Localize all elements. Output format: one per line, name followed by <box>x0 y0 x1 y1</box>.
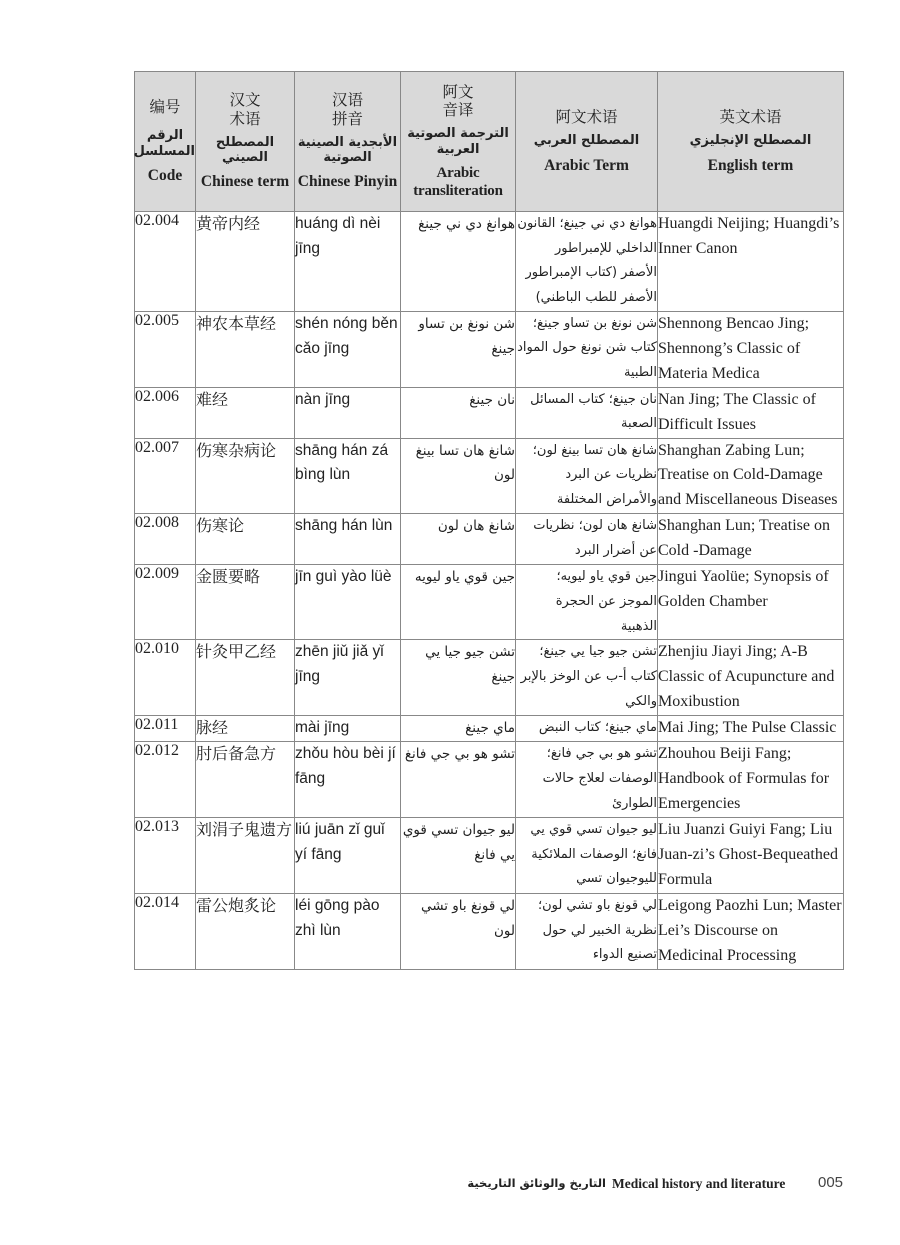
cell-chinese-term: 肘后备急方 <box>196 742 295 818</box>
cell-code: 02.005 <box>135 311 196 387</box>
cell-arabic-transliteration: شن نونغ بن تساو جينغ <box>401 311 516 387</box>
table-row <box>135 742 844 818</box>
cell-arabic-transliteration: ليو جيوان تسي قوي يي فانغ <box>401 818 516 894</box>
cell-arabic-term: تشن جيو جيا يي جينغ؛ كتاب أ-ب عن الوخز بالإبر والكي <box>516 640 658 716</box>
header-chinese-pinyin-zh1: 汉语 <box>331 91 363 110</box>
cell-english-term: Liu Juanzi Guiyi Fang; Liu Juan-zi’s Ghost-Bequeathed Formula <box>658 818 844 894</box>
cell-arabic-term: لي قونغ باو تشي لون؛ نظرية الخبير لي حول تصنيع الدواء <box>516 893 658 969</box>
cell-pinyin: shén nóng běn cǎo jīng <box>295 311 401 387</box>
cell-english-term: Shennong Bencao Jing; Shennong’s Classic of Materia Medica <box>658 311 844 387</box>
header-arabic-transliteration <box>401 72 516 212</box>
cell-pinyin: léi gōng pào zhì lùn <box>295 893 401 969</box>
header-chinese-term-ar: المصطلح الصيني <box>215 134 275 166</box>
cell-english-term: Jingui Yaolüe; Synopsis of Golden Chamber <box>658 565 844 640</box>
cell-english-term: Mai Jing; The Pulse Classic <box>658 716 844 742</box>
cell-chinese-term: 刘涓子鬼遗方 <box>196 818 295 894</box>
table-row <box>135 438 844 514</box>
cell-chinese-term: 脉经 <box>196 716 295 742</box>
table-header-row <box>135 72 844 212</box>
table-row <box>135 514 844 565</box>
cell-arabic-term: تشو هو بي جي فانغ؛ الوصفات لعلاج حالات الطوارئ <box>516 742 658 818</box>
cell-code: 02.007 <box>135 438 196 514</box>
cell-code: 02.009 <box>135 565 196 640</box>
header-chinese-term-en: Chinese term <box>200 173 290 191</box>
header-arabic-translit-zh2: 音译 <box>442 100 474 119</box>
table-row <box>135 311 844 387</box>
cell-english-term: Leigong Paozhi Lun; Master Lei’s Discourse on Medicinal Processing <box>658 893 844 969</box>
table-row <box>135 565 844 640</box>
table-row <box>135 716 844 742</box>
cell-pinyin: huáng dì nèi jīng <box>295 212 401 312</box>
cell-arabic-transliteration: نان جينغ <box>401 387 516 438</box>
cell-arabic-term: ماي جينغ؛ كتاب النبض <box>516 716 658 742</box>
terminology-table <box>134 71 844 970</box>
header-chinese-pinyin <box>295 72 401 212</box>
page-number: 005 <box>818 1174 844 1191</box>
cell-english-term: Shanghan Lun; Treatise on Cold -Damage <box>658 514 844 565</box>
header-english-term <box>658 72 844 212</box>
header-english-term-zh: 英文术语 <box>719 108 782 127</box>
cell-arabic-term: ليو جيوان تسي قوي يي فانغ؛ الوصفات الملائكية لليوجيوان تسي <box>516 818 658 894</box>
cell-arabic-transliteration: ماي جينغ <box>401 716 516 742</box>
header-arabic-translit-en: Arabic transliteration <box>413 164 503 199</box>
cell-english-term: Nan Jing; The Classic of Difficult Issues <box>658 387 844 438</box>
header-arabic-term <box>516 72 658 212</box>
cell-pinyin: zhǒu hòu bèi jí fāng <box>295 742 401 818</box>
cell-code: 02.011 <box>135 716 196 742</box>
header-english-term-en: English term <box>707 156 794 174</box>
cell-arabic-transliteration: شانغ هان تسا بينغ لون <box>401 438 516 514</box>
header-arabic-translit-ar: الترجمة الصوتية العربية <box>407 126 509 157</box>
header-arabic-term-zh: 阿文术语 <box>555 108 618 127</box>
cell-english-term: Huangdi Neijing; Huangdi’s Inner Canon <box>658 212 844 312</box>
cell-chinese-term: 针灸甲乙经 <box>196 640 295 716</box>
table-row <box>135 212 844 312</box>
cell-pinyin: zhēn jiǔ jiǎ yǐ jīng <box>295 640 401 716</box>
table-row <box>135 640 844 716</box>
cell-arabic-transliteration: جين قوي ياو ليويه <box>401 565 516 640</box>
cell-arabic-transliteration: تشو هو بي جي فانغ <box>401 742 516 818</box>
cell-arabic-term: جين قوي ياو ليويه؛ الموجز عن الحجرة الذهبية <box>516 565 658 640</box>
cell-arabic-transliteration: تشن جيو جيا يي جينغ <box>401 640 516 716</box>
cell-arabic-transliteration: هوانغ دي ني جينغ <box>401 212 516 312</box>
cell-arabic-transliteration: شانغ هان لون <box>401 514 516 565</box>
cell-code: 02.006 <box>135 387 196 438</box>
cell-pinyin: shāng hán lùn <box>295 514 401 565</box>
header-code-ar: الرقم المسلسل <box>133 128 195 159</box>
header-arabic-translit-zh1: 阿文 <box>442 82 474 101</box>
cell-english-term: Zhenjiu Jiayi Jing; A-B Classic of Acupuncture and Moxibustion <box>658 640 844 716</box>
header-code <box>135 72 196 212</box>
cell-arabic-term: شانغ هان تسا بينغ لون؛ نظريات عن البرد والأمراض المختلفة <box>516 438 658 514</box>
cell-arabic-transliteration: لي قونغ باو تشي لون <box>401 893 516 969</box>
header-chinese-pinyin-en: Chinese Pinyin <box>297 173 398 191</box>
cell-chinese-term: 伤寒杂病论 <box>196 438 295 514</box>
cell-arabic-term: شن نونغ بن تساو جينغ؛ كتاب شن نونغ حول المواد الطبية <box>516 311 658 387</box>
header-arabic-term-ar: المصطلح العربي <box>533 133 640 149</box>
cell-chinese-term: 黄帝内经 <box>196 212 295 312</box>
page-footer <box>0 1174 900 1194</box>
cell-chinese-term: 神农本草经 <box>196 311 295 387</box>
header-chinese-term <box>196 72 295 212</box>
cell-code: 02.010 <box>135 640 196 716</box>
header-chinese-pinyin-zh2: 拼音 <box>331 109 363 128</box>
cell-pinyin: jīn guì yào lüè <box>295 565 401 640</box>
cell-chinese-term: 金匮要略 <box>196 565 295 640</box>
cell-pinyin: shāng hán zá bìng lùn <box>295 438 401 514</box>
header-chinese-pinyin-ar: الأبجدية الصينية الصوتية <box>297 134 398 166</box>
header-code-zh: 编号 <box>149 97 181 116</box>
cell-arabic-term: نان جينغ؛ كتاب المسائل الصعبة <box>516 387 658 438</box>
header-code-en: Code <box>147 166 183 184</box>
cell-pinyin: mài jīng <box>295 716 401 742</box>
cell-arabic-term: شانغ هان لون؛ نظريات عن أضرار البرد <box>516 514 658 565</box>
cell-code: 02.013 <box>135 818 196 894</box>
cell-code: 02.012 <box>135 742 196 818</box>
cell-pinyin: nàn jīng <box>295 387 401 438</box>
cell-english-term: Shanghan Zabing Lun; Treatise on Cold-Damage and Miscellaneous Diseases <box>658 438 844 514</box>
cell-arabic-term: هوانغ دي ني جينغ؛ القانون الداخلي للإمبراطور الأصفر (كتاب الإمبراطور الأصفر للطب الباطني) <box>516 212 658 312</box>
header-chinese-term-zh1: 汉文 <box>229 91 261 110</box>
cell-english-term: Zhouhou Beiji Fang; Handbook of Formulas for Emergencies <box>658 742 844 818</box>
footer-section-en: Medical history and literature <box>612 1176 786 1191</box>
cell-chinese-term: 伤寒论 <box>196 514 295 565</box>
table-row <box>135 893 844 969</box>
cell-code: 02.004 <box>135 212 196 312</box>
cell-chinese-term: 难经 <box>196 387 295 438</box>
cell-code: 02.014 <box>135 893 196 969</box>
table-body <box>135 212 844 970</box>
footer-section-ar: التاريخ والوثائق التاريخية <box>467 1176 606 1190</box>
table-row <box>135 818 844 894</box>
header-english-term-ar: المصطلح الإنجليزي <box>689 133 812 149</box>
table-row <box>135 387 844 438</box>
cell-pinyin: liú juān zǐ guǐ yí fāng <box>295 818 401 894</box>
header-chinese-term-zh2: 术语 <box>229 109 261 128</box>
cell-code: 02.008 <box>135 514 196 565</box>
cell-chinese-term: 雷公炮炙论 <box>196 893 295 969</box>
header-arabic-term-en: Arabic Term <box>544 156 629 174</box>
